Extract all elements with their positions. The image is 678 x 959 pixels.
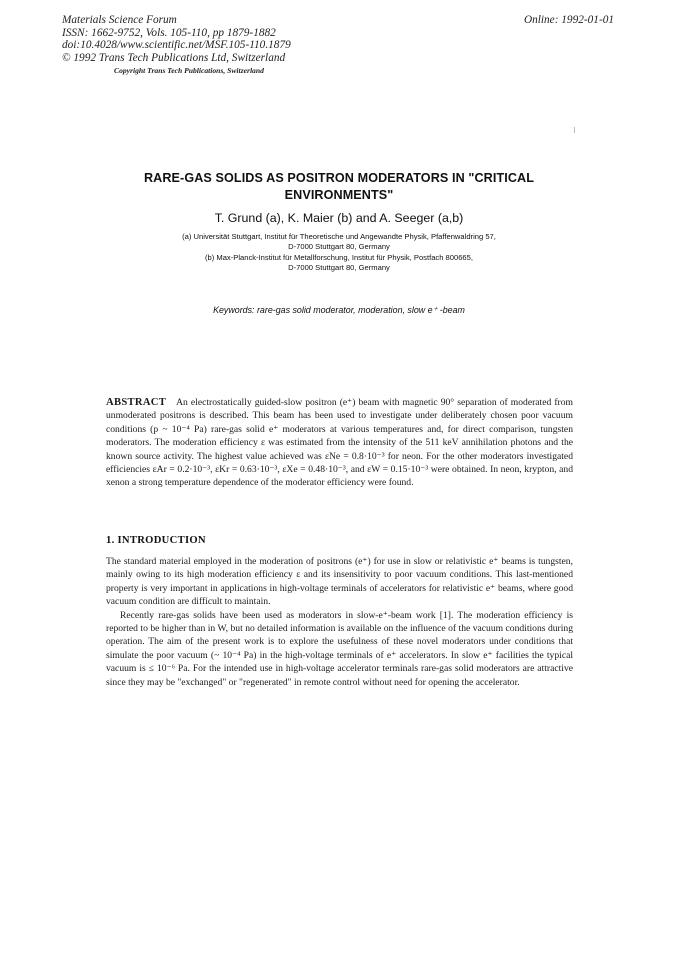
issn-line: ISSN: 1662-9752, Vols. 105-110, pp 1879-1882 xyxy=(62,26,276,39)
journal-name: Materials Science Forum xyxy=(62,14,177,26)
section-heading-introduction: 1. INTRODUCTION xyxy=(106,535,206,546)
affiliation-a: (a) Universität Stuttgart, Institut für Theoretische und Angewandte Physik, Pfaffenwaldring 57, xyxy=(182,232,496,241)
online-date: Online: 1992-01-01 xyxy=(523,14,614,26)
intro-paragraph-1: The standard material employed in the moderation of positrons (e⁺) for use in slow or relativistic e⁺ beams is tungsten, mainly owing to its high moderation efficiency ε and its insensitivity to poor vacuum conditions. This last-mentioned property is very important in applications in high-voltage terminals of accelerators for relativistic e⁺ beams, where good vacuum condition are difficult to maintain. xyxy=(106,556,573,608)
introduction-body xyxy=(106,555,573,689)
scan-mark xyxy=(574,127,575,133)
doi-line[interactable]: doi:10.4028/www.scientific.net/MSF.105-110.1879 xyxy=(62,39,291,52)
journal-header xyxy=(62,14,291,64)
abstract-label: ABSTRACT xyxy=(106,397,167,408)
intro-paragraph-2: Recently rare-gas solids have been used as moderators in slow-e⁺-beam work [1]. The moderation efficiency is reported to be higher than in W, but no detailed information is available on the influence of the vacuum conditions during operation. The aim of the present work is to explore the usefulness of these novel moderators under conditions that simulate the poor vacuum (~ 10⁻⁴ Pa) in the high-voltage terminals of e⁺ accelerators. In slow e⁺ facilities the typical vacuum is ≤ 10⁻⁶ Pa. For the intended use in high-voltage accelerator terminals rare-gas solid moderators are attractive since they may be "exchanged" or "regenerated" in remote control without need for opening the accelerator. xyxy=(106,609,573,688)
affiliation-b-address: D-7000 Stuttgart 80, Germany xyxy=(288,263,390,273)
abstract-text: An electrostatically guided-slow positron (e⁺) beam with magnetic 90° separation of moderated from unmoderated positrons is described. This beam has been used to investigate under deliberately chosen poor vacuum conditions (p ~ 10⁻⁴ Pa) rare-gas solid e⁺ moderators at various temperatures and, for direct comparison, tungsten moderators. The moderation efficiency ε was estimated from the intensity of the 511 keV annihilation photons and the known source activity. The highest value achieved was εNe = 0.8·10⁻³ for neon. For the other moderators investigated efficiencies εAr = 0.2·10⁻³, εKr = 0.63·10⁻³, εXe = 0.48·10⁻³, and εW = 0.15·10⁻³ were obtained. In neon, krypton, and xenon a strong temperature dependence of the moderator efficiency were found. xyxy=(106,397,573,489)
affiliations xyxy=(100,232,578,274)
paper-title: RARE-GAS SOLIDS AS POSITRON MODERATORS IN "CRITICAL ENVIRONMENTS" xyxy=(143,171,535,202)
publisher-stamp: Copyright Trans Tech Publications, Switzerland xyxy=(114,66,264,75)
author-list: T. Grund (a), K. Maier (b) and A. Seeger (a,b) xyxy=(214,211,464,225)
copyright-line: © 1992 Trans Tech Publications Ltd, Switzerland xyxy=(62,51,286,64)
keywords: Keywords: rare-gas solid moderator, moderation, slow e⁺ -beam xyxy=(213,305,465,315)
abstract xyxy=(106,396,573,490)
affiliation-b: (b) Max-Planck-Institut für Metallforschung, Institut für Physik, Postfach 800665, xyxy=(204,252,473,262)
affiliation-a-address: D-7000 Stuttgart 80, Germany xyxy=(288,242,390,252)
